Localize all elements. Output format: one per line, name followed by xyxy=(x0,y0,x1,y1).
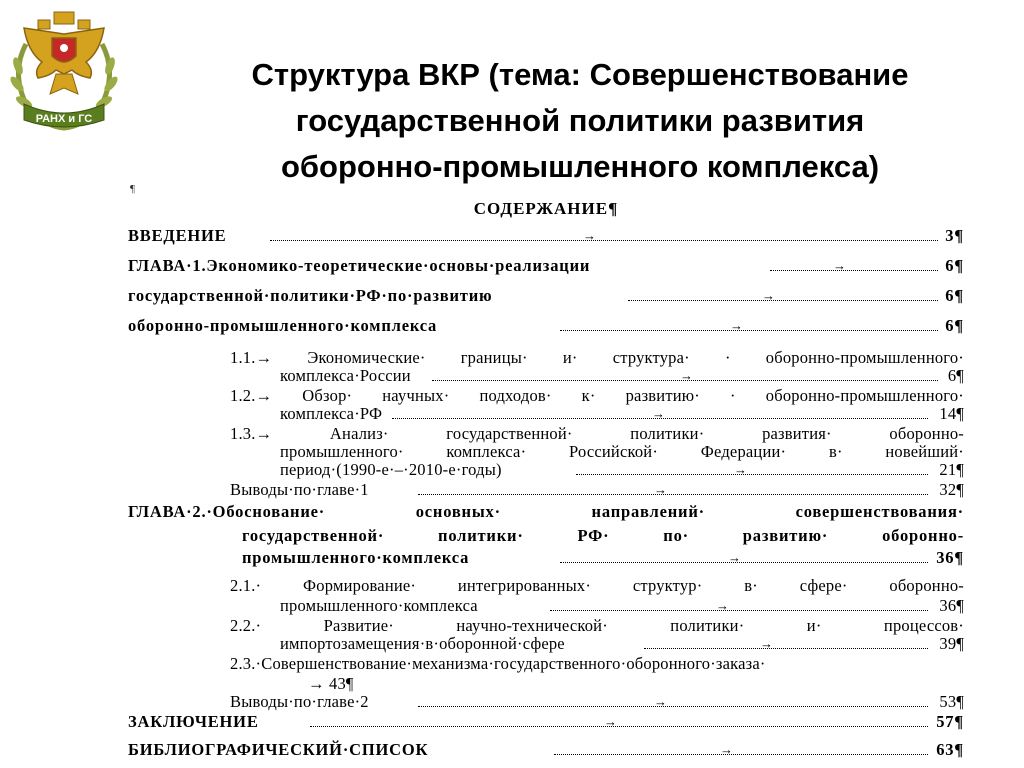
toc-section-1-2-line2 xyxy=(280,403,964,425)
toc-entry-chapter1-line2 xyxy=(128,285,964,307)
tab-arrow-icon: → xyxy=(730,318,744,333)
toc-entry-label: промышленного·комплекса xyxy=(242,548,470,567)
toc-entry-page: 6¶ xyxy=(945,286,964,305)
toc-entry-chapter1-line3 xyxy=(128,315,964,337)
tab-arrow-icon: → xyxy=(652,406,666,421)
svg-text:РАНХ и ГС: РАНХ и ГС xyxy=(35,113,93,125)
tab-arrow-icon: → xyxy=(583,228,597,243)
tab-arrow-icon: → xyxy=(762,288,776,303)
toc-entry-label: комплекса·РФ xyxy=(280,404,383,423)
table-of-contents-page xyxy=(128,183,964,766)
toc-section-2-2-line2 xyxy=(280,633,964,655)
toc-entry-label: оборонно-промышленного·комплекса xyxy=(128,316,438,335)
toc-entry-label: промышленного·комплекса xyxy=(280,596,478,615)
toc-entry-page: 63¶ xyxy=(936,740,964,759)
toc-entry-page: 57¶ xyxy=(936,712,964,731)
toc-entry-chapter2-line2: государственной· политики· РФ· по· развитию· оборонно- xyxy=(242,526,964,545)
title-line-2: государственной политики развития xyxy=(295,103,865,138)
toc-section-1-2-line1: 1.2.→ Обзор· научных· подходов· к· развитию· · оборонно-промышленного· xyxy=(230,386,964,405)
toc-section-1-1-line1: 1.1.→ Экономические· границы· и· структура· · оборонно-промышленного· xyxy=(230,348,964,367)
toc-section-1-1-line2 xyxy=(280,365,964,387)
toc-entry-chapter2-line3 xyxy=(242,547,964,569)
toc-entry-bibliography xyxy=(128,739,964,761)
tab-arrow-icon: → xyxy=(680,368,694,383)
toc-entry-intro xyxy=(128,225,964,247)
ranepa-emblem-logo xyxy=(4,4,124,136)
toc-entry-chapter2-line1: ГЛАВА·2.·Обоснование· основных· направлений· совершенствования· xyxy=(128,502,964,521)
toc-entry-label: ВВЕДЕНИЕ xyxy=(128,226,227,245)
toc-entry-label: ГЛАВА·1.Экономико-теоретические·основы·реализации xyxy=(128,256,591,275)
toc-entry-label: Выводы·по·главе·2 xyxy=(230,692,369,711)
toc-conclusions-chapter1 xyxy=(230,479,964,501)
toc-entry-page: 6¶ xyxy=(945,316,964,335)
toc-entry-label: период·(1990-е·–·2010-е·годы) xyxy=(280,460,502,479)
toc-entry-page: 21¶ xyxy=(939,460,964,479)
toc-entry-page: 36¶ xyxy=(939,596,964,615)
toc-section-2-3-line2: → 43¶ xyxy=(308,674,354,693)
toc-section-2-3-line1: 2.3.·Совершенствование·механизма·государственного·оборонного·заказа· xyxy=(230,654,766,673)
toc-entry-page: 32¶ xyxy=(939,480,964,499)
toc-heading: СОДЕРЖАНИЕ¶ xyxy=(473,199,619,218)
tab-arrow-icon: → xyxy=(720,742,734,757)
toc-entry-page: 6¶ xyxy=(947,366,964,385)
toc-entry-chapter1-line1 xyxy=(128,255,964,277)
tab-arrow-icon: → xyxy=(734,462,748,477)
toc-entry-page: 3¶ xyxy=(945,226,964,245)
toc-entry-label: импортозамещения·в·оборонной·сфере xyxy=(280,634,565,653)
paragraph-mark: ¶ xyxy=(130,183,136,195)
toc-entry-label: БИБЛИОГРАФИЧЕСКИЙ·СПИСОК xyxy=(128,740,429,759)
tab-arrow-icon: → xyxy=(728,550,742,565)
toc-entry-page: 53¶ xyxy=(939,692,964,711)
toc-section-1-3-line2: промышленного· комплекса· Российской· Федерации· в· новейший· xyxy=(280,442,964,461)
toc-section-2-1-line2 xyxy=(280,595,964,617)
tab-arrow-icon: → xyxy=(654,482,668,497)
toc-conclusions-chapter2 xyxy=(230,691,964,713)
tab-arrow-icon: → xyxy=(716,598,730,613)
toc-entry-label: ЗАКЛЮЧЕНИЕ xyxy=(128,712,259,731)
tab-arrow-icon: → xyxy=(760,636,774,651)
title-line-3: оборонно-промышленного комплекса) xyxy=(280,149,880,184)
tab-arrow-icon: → xyxy=(604,714,618,729)
toc-entry-label: комплекса·России xyxy=(280,366,411,385)
toc-entry-label: государственной·политики·РФ·по·развитию xyxy=(128,286,493,305)
toc-entry-page: 36¶ xyxy=(936,548,964,567)
toc-entry-label: Выводы·по·главе·1 xyxy=(230,480,369,499)
toc-section-2-2-line1: 2.2.· Развитие· научно-технической· политики· и· процессов· xyxy=(230,616,964,635)
toc-entry-page: 39¶ xyxy=(939,634,964,653)
toc-entry-page: 14¶ xyxy=(939,404,964,423)
tab-arrow-icon: → xyxy=(833,258,847,273)
slide-title xyxy=(150,52,1010,190)
toc-section-1-3-line1: 1.3.→ Анализ· государственной· политики· развития· оборонно- xyxy=(230,424,964,443)
tab-arrow-icon: → xyxy=(654,694,668,709)
toc-entry-conclusion xyxy=(128,711,964,733)
toc-entry-page: 6¶ xyxy=(945,256,964,275)
toc-section-2-1-line1: 2.1.· Формирование· интегрированных· структур· в· сфере· оборонно- xyxy=(230,576,964,595)
toc-section-1-3-line3 xyxy=(280,459,964,481)
title-line-1: Структура ВКР (тема: Совершенствование xyxy=(251,57,909,92)
